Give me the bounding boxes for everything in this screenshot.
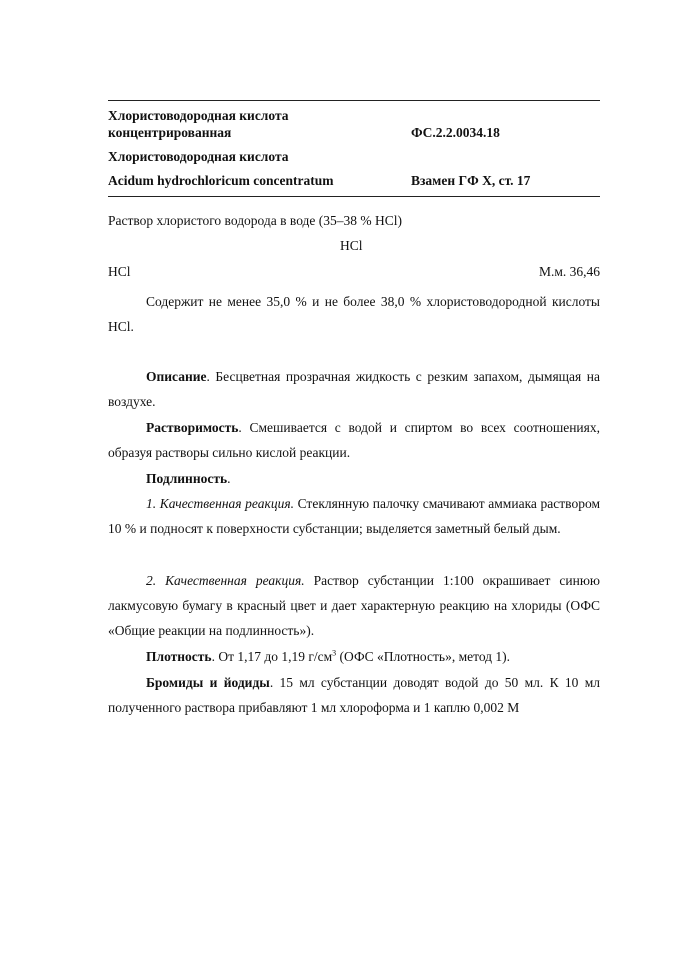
identity-label: Подлинность (146, 471, 228, 486)
density-label: Плотность (146, 649, 212, 664)
solubility-text: . Смешивается с водой и спиртом во всех соотношениях, образуя растворы сильно кислой реакции. (108, 420, 600, 460)
identity-heading (108, 466, 600, 491)
density-text-b: (ОФС «Плотность», метод 1). (336, 649, 511, 664)
identity-test1-label: 1. Качественная реакция. (146, 496, 294, 511)
header-bottom-rule (108, 196, 600, 197)
identity-test2-text: Раствор субстанции 1:100 окрашивает синюю лакмусовую бумагу в красный цвет и дает характерную реакцию на хлориды (ОФС «Общие реакции на подлинность»). (108, 573, 600, 638)
solubility-paragraph (108, 415, 600, 465)
bromides-label: Бромиды и йодиды (146, 675, 270, 690)
formula-center: HCl (340, 238, 363, 253)
header-top-rule (108, 100, 600, 101)
identity-label-end: . (227, 471, 231, 486)
definition-text: Раствор хлористого водорода в воде (35–38 % HCl) (108, 213, 403, 228)
identity-test2-label: 2. Качественная реакция. (146, 573, 305, 588)
replaces-note: Взамен ГФ X, ст. 17 (411, 173, 531, 188)
bromides-paragraph (108, 670, 600, 720)
description-paragraph (108, 364, 600, 414)
identity-test1-text: Стеклянную палочку смачивают аммиака раствором 10 % и подносят к поверхности субстанции; выделяется заметный белый дым. (108, 496, 600, 536)
monograph-title-line1: Хлористоводородная кислота (108, 108, 289, 123)
description-text: . Бесцветная прозрачная жидкость с резким запахом, дымящая на воздухе. (108, 369, 600, 409)
formula-left: HCl (108, 264, 131, 279)
density-paragraph (108, 644, 600, 669)
bromides-text: . 15 мл субстанции доводят водой до 50 мл. К 10 мл полученного раствора прибавляют 1 мл хлороформа и 1 каплю 0,002 М (108, 675, 600, 715)
monograph-title-line3: Хлористоводородная кислота (108, 149, 289, 164)
content-paragraph: Содержит не менее 35,0 % и не более 38,0 % хлористоводородной кислоты HCl. (108, 294, 600, 334)
monograph-title-line2: концентрированная (108, 125, 232, 140)
identity-test2-paragraph (108, 568, 600, 643)
identity-test1-paragraph (108, 491, 600, 541)
latin-name: Acidum hydrochloricum concentratum (108, 173, 334, 188)
description-label: Описание (146, 369, 207, 384)
density-text-a: . От 1,17 до 1,19 г/см (211, 649, 333, 664)
solubility-label: Растворимость (146, 420, 239, 435)
monograph-code: ФС.2.2.0034.18 (411, 125, 500, 140)
density-superscript: 3 (332, 648, 337, 658)
molar-mass: М.м. 36,46 (538, 264, 600, 279)
